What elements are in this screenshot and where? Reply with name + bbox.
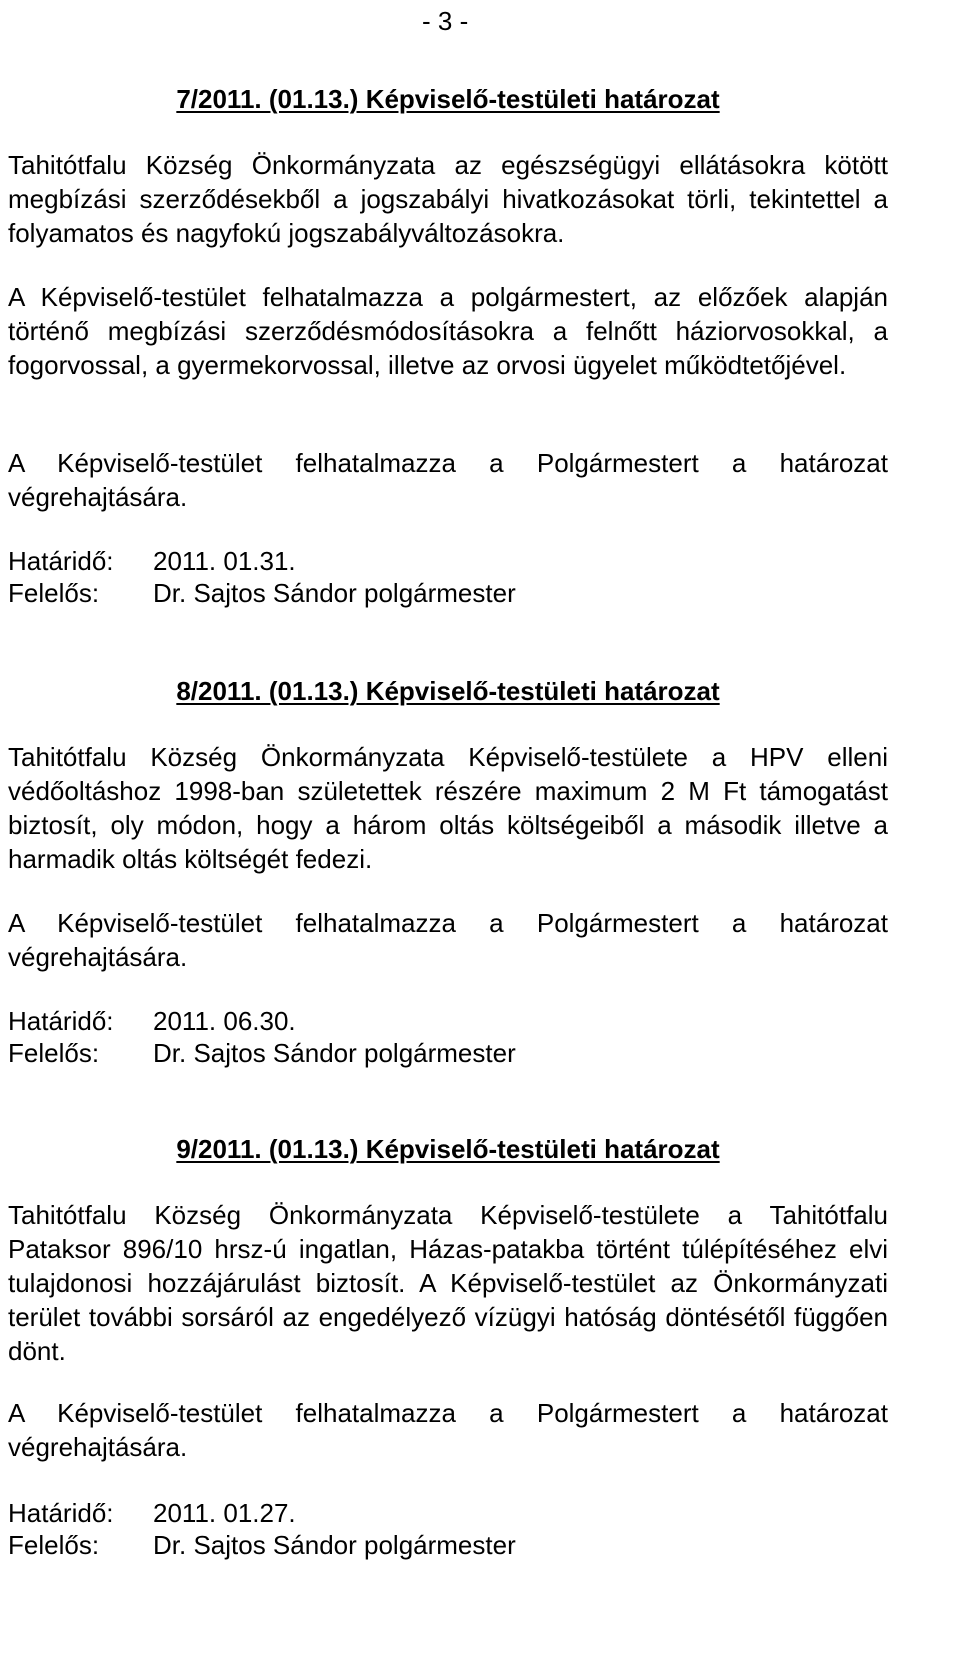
deadline-label: Határidő: bbox=[8, 1006, 114, 1036]
deadline-label: Határidő: bbox=[8, 546, 114, 576]
resolution-heading: 9/2011. (01.13.) Képviselő-testületi határozat bbox=[176, 1134, 720, 1164]
resolution-body: Tahitótfalu Község Önkormányzata az egészségügyi ellátásokra kötött megbízási szerződésekből a jogszabályi hivatkozásokat törli, tekintettel a folyamatos és nagyfokú jogszabályváltozásokra. bbox=[8, 150, 888, 248]
deadline-value: 2011. 06.30. bbox=[153, 1006, 296, 1036]
responsible-row bbox=[8, 1036, 888, 1070]
responsible-row bbox=[8, 1528, 888, 1562]
deadline-row bbox=[8, 1004, 888, 1038]
responsible-value: Dr. Sajtos Sándor polgármester bbox=[153, 1530, 516, 1560]
resolution-body: Tahitótfalu Község Önkormányzata Képviselő-testülete a Tahitótfalu Pataksor 896/10 hrsz-ú ingatlan, Házas-patakba történt túlépítéséhez elvi tulajdonosi hozzájárulást biztosít. A Képviselő-testület az Önkormányzati terület további sorsáról az engedélyező vízügyi hatóság döntésétől függően dönt. bbox=[8, 1200, 888, 1366]
deadline-value: 2011. 01.31. bbox=[153, 546, 296, 576]
deadline-value: 2011. 01.27. bbox=[153, 1498, 296, 1528]
resolution-authorization: A Képviselő-testület felhatalmazza a Polgármestert a határozat végrehajtására. bbox=[8, 908, 888, 972]
resolution-authorization: A Képviselő-testület felhatalmazza a Polgármestert a határozat végrehajtására. bbox=[8, 1398, 888, 1462]
resolution-body-2: A Képviselő-testület felhatalmazza a polgármestert, az előzőek alapján történő megbízási szerződésmódosításokra a felnőtt háziorvosokkal, a fogorvossal, a gyermekorvossal, illetve az orvosi ügyelet működtetőjével. bbox=[8, 282, 888, 380]
deadline-row bbox=[8, 1496, 888, 1530]
responsible-value: Dr. Sajtos Sándor polgármester bbox=[153, 578, 516, 608]
page-number: - 3 - bbox=[422, 6, 469, 36]
resolution-authorization: A Képviselő-testület felhatalmazza a Polgármestert a határozat végrehajtására. bbox=[8, 448, 888, 512]
deadline-row bbox=[8, 544, 888, 578]
responsible-label: Felelős: bbox=[8, 578, 100, 608]
responsible-label: Felelős: bbox=[8, 1530, 100, 1560]
resolution-heading: 7/2011. (01.13.) Képviselő-testületi határozat bbox=[176, 84, 720, 114]
resolution-heading: 8/2011. (01.13.) Képviselő-testületi határozat bbox=[176, 676, 720, 706]
deadline-label: Határidő: bbox=[8, 1498, 114, 1528]
responsible-row bbox=[8, 576, 888, 610]
responsible-label: Felelős: bbox=[8, 1038, 100, 1068]
resolution-body: Tahitótfalu Község Önkormányzata Képviselő-testülete a HPV elleni védőoltáshoz 1998-ban születettek részére maximum 2 M Ft támogatást biztosít, oly módon, hogy a három oltás költségeiből a második illetve a harmadik oltás költségét fedezi. bbox=[8, 742, 888, 874]
responsible-value: Dr. Sajtos Sándor polgármester bbox=[153, 1038, 516, 1068]
